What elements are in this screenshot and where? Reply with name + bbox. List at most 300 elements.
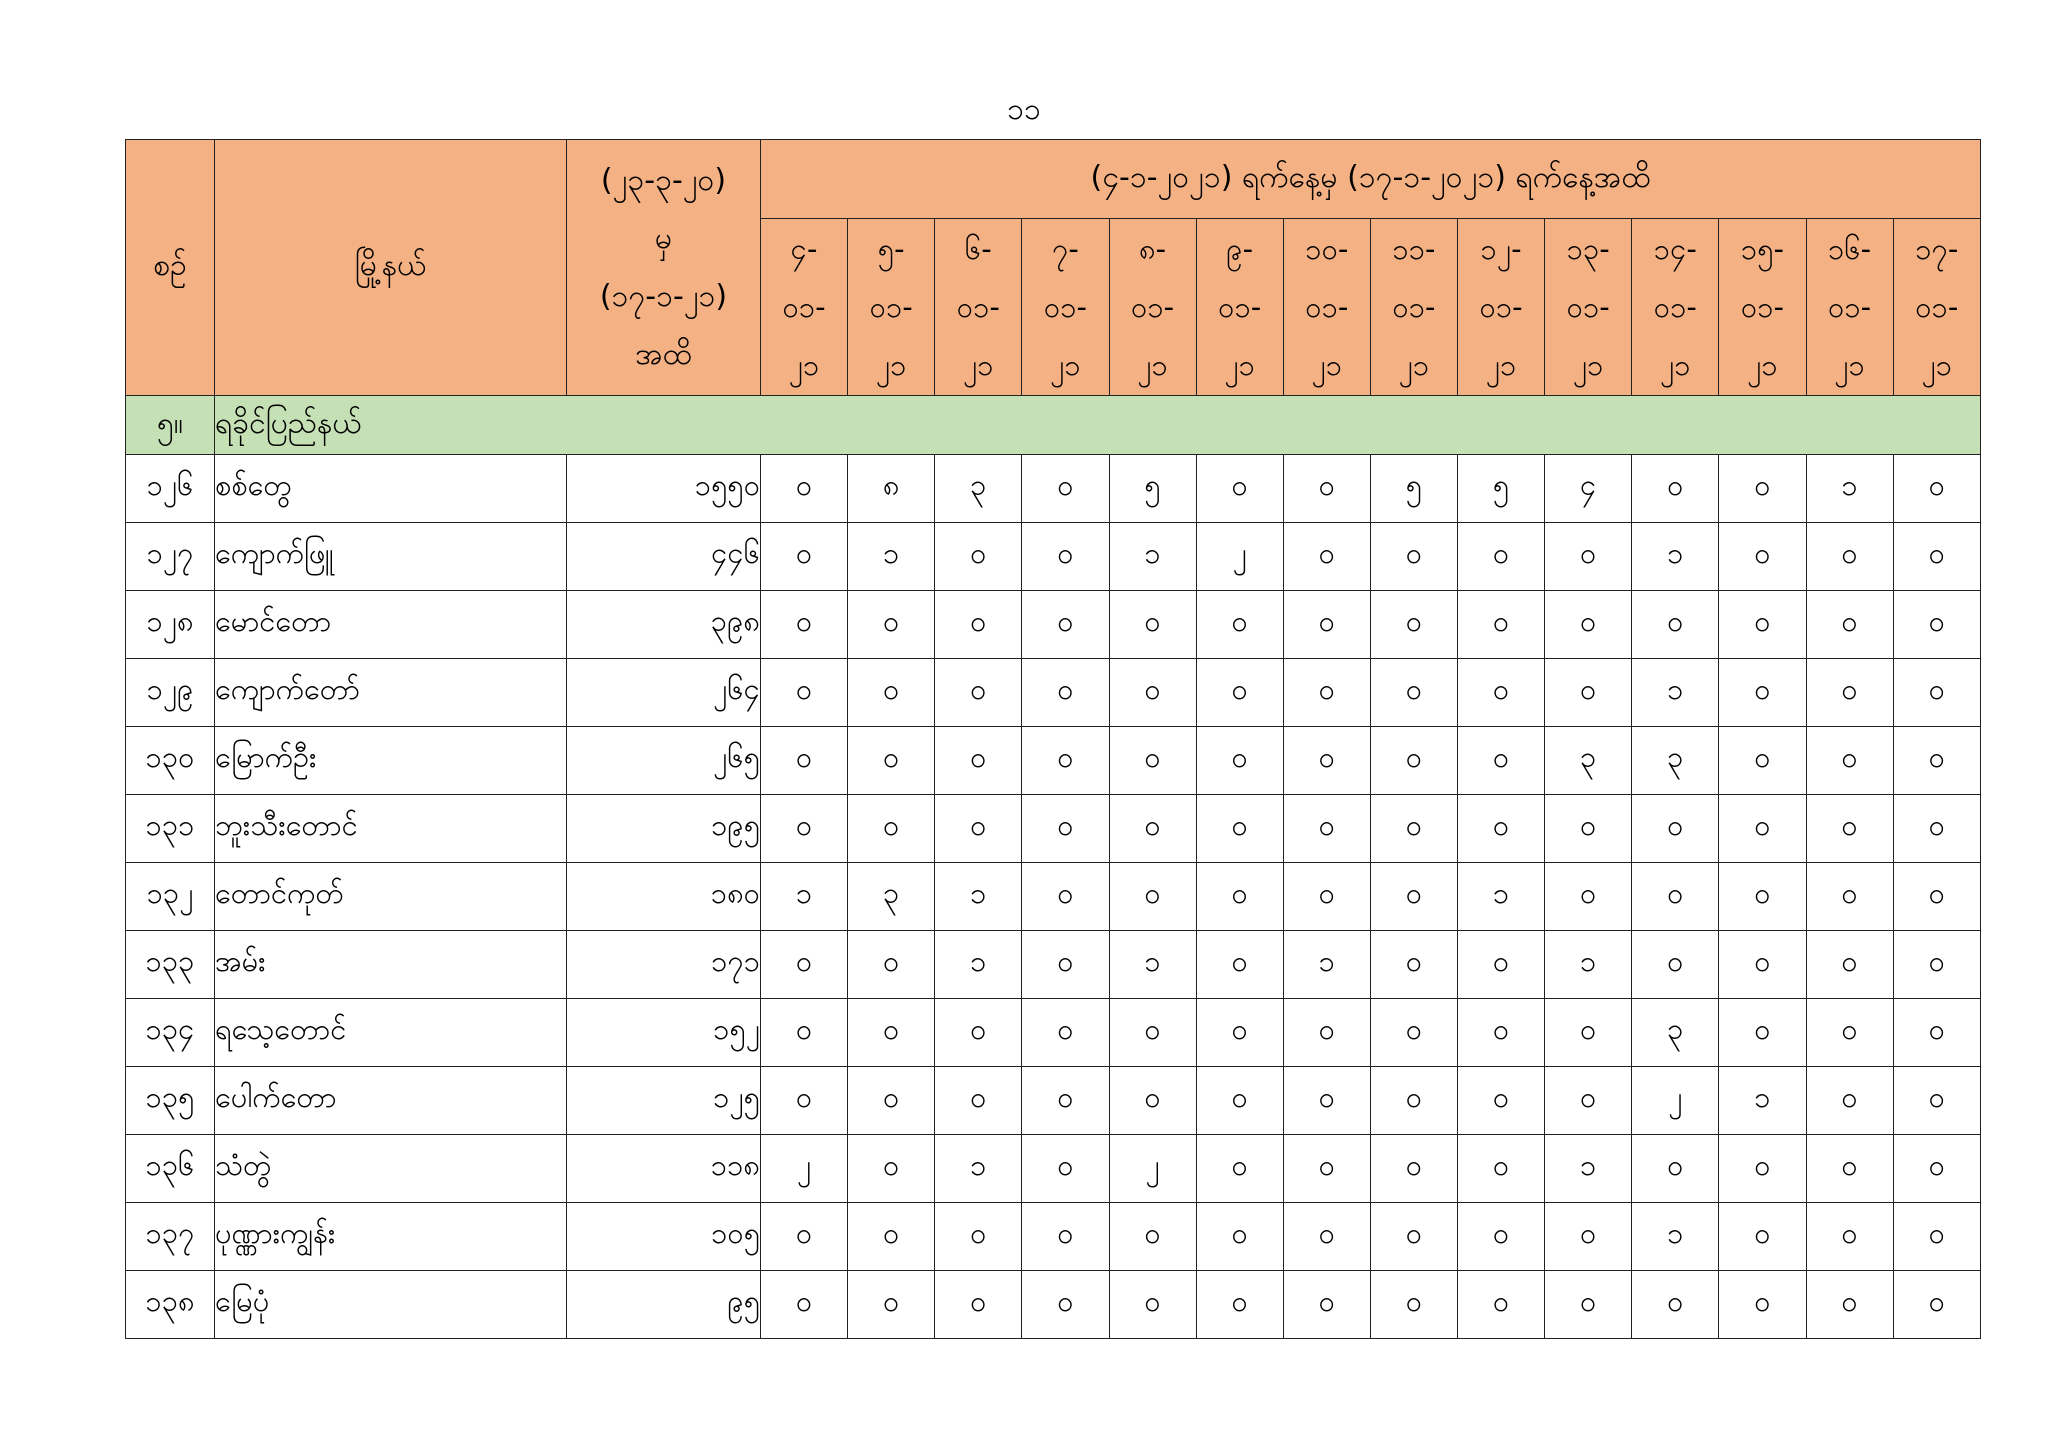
row-total: ၁၂၅ [567, 1067, 761, 1135]
row-day-value: ၀ [1719, 1271, 1806, 1339]
header-serial: စဉ် [126, 140, 215, 396]
row-serial: ၁၃၈ [126, 1271, 215, 1339]
row-total: ၁၈၀ [567, 863, 761, 931]
row-township: တောင်ကုတ် [215, 863, 567, 931]
row-day-value: ၀ [1545, 1067, 1632, 1135]
row-day-value: ၀ [1893, 1067, 1980, 1135]
row-day-value: ၀ [1370, 1203, 1457, 1271]
row-serial: ၁၂၈ [126, 591, 215, 659]
row-day-value: ၂ [1109, 1135, 1196, 1203]
row-day-value: ၀ [1458, 659, 1545, 727]
row-day-value: ၀ [1719, 591, 1806, 659]
row-day-value: ၀ [1370, 523, 1457, 591]
row-total: ၁၅၂ [567, 999, 761, 1067]
row-day-value: ၁ [761, 863, 848, 931]
row-day-value: ၁ [935, 863, 1022, 931]
row-day-value: ၀ [761, 455, 848, 523]
row-day-value: ၀ [1022, 1067, 1109, 1135]
header-range-line: အထိ [635, 336, 692, 372]
row-day-value: ၀ [1806, 795, 1893, 863]
row-day-value: ၀ [1370, 727, 1457, 795]
header-range-line: မှ [654, 220, 673, 256]
row-day-value: ၀ [1370, 795, 1457, 863]
header-day-part: ၀၁- [1653, 290, 1697, 324]
section-name: ရခိုင်ပြည်နယ် [215, 396, 1981, 455]
header-day-part: ၀၁- [782, 290, 826, 324]
row-total: ၁၁၈ [567, 1135, 761, 1203]
row-day-value: ၃ [935, 455, 1022, 523]
row-day-value: ၀ [1022, 455, 1109, 523]
table-row [126, 1203, 1981, 1271]
row-day-value: ၀ [935, 795, 1022, 863]
header-day [1370, 219, 1457, 396]
header-day-part: ၂၁ [1660, 348, 1691, 382]
row-day-value: ၀ [848, 659, 935, 727]
section-row [126, 396, 1981, 455]
row-day-value: ၀ [1806, 863, 1893, 931]
row-day-value: ၀ [1806, 727, 1893, 795]
row-day-value: ၀ [1806, 1135, 1893, 1203]
row-day-value: ၀ [1893, 999, 1980, 1067]
header-day [1458, 219, 1545, 396]
row-day-value: ၀ [1806, 659, 1893, 727]
row-day-value: ၀ [1109, 1271, 1196, 1339]
row-day-value: ၀ [1458, 999, 1545, 1067]
row-day-value: ၀ [935, 523, 1022, 591]
row-day-value: ၀ [935, 1067, 1022, 1135]
header-day-part: ၂၁ [1311, 348, 1343, 382]
row-day-value: ၀ [1370, 1135, 1457, 1203]
row-day-value: ၀ [1893, 863, 1980, 931]
row-day-value: ၀ [1458, 1067, 1545, 1135]
header-day [1196, 219, 1283, 396]
header-day [1022, 219, 1109, 396]
row-day-value: ၀ [1283, 523, 1370, 591]
row-day-value: ၀ [1022, 523, 1109, 591]
row-day-value: ၀ [1458, 523, 1545, 591]
row-day-value: ၁ [1632, 523, 1719, 591]
header-day-part: ၄- [790, 232, 818, 266]
table-row [126, 659, 1981, 727]
row-day-value: ၀ [1719, 863, 1806, 931]
row-day-value: ၀ [935, 727, 1022, 795]
row-day-value: ၀ [1632, 455, 1719, 523]
row-day-value: ၀ [1022, 1271, 1109, 1339]
row-total: ၁၀၅ [567, 1203, 761, 1271]
row-day-value: ၁ [1632, 1203, 1719, 1271]
table-row [126, 795, 1981, 863]
row-day-value: ၀ [761, 931, 848, 999]
row-day-value: ၀ [1109, 727, 1196, 795]
row-day-value: ၀ [761, 1067, 848, 1135]
row-day-value: ၀ [1458, 1135, 1545, 1203]
row-day-value: ၀ [761, 1203, 848, 1271]
row-day-value: ၀ [1545, 1203, 1632, 1271]
row-day-value: ၁ [935, 931, 1022, 999]
header-day-part: ၁၇- [1915, 232, 1959, 266]
section-number: ၅။ [126, 396, 215, 455]
row-day-value: ၁ [848, 523, 935, 591]
row-total: ၂၆၄ [567, 659, 761, 727]
header-cumulative-range [567, 140, 761, 396]
header-day [848, 219, 935, 396]
header-day [1545, 219, 1632, 396]
row-day-value: ၀ [1719, 727, 1806, 795]
header-day [1719, 219, 1806, 396]
header-day-part: ၀၁- [1218, 290, 1262, 324]
row-day-value: ၁ [1545, 1135, 1632, 1203]
row-day-value: ၀ [761, 659, 848, 727]
header-period: (၄-၁-၂၀၂၁) ရက်နေ့မှ (၁၇-၁-၂၀၂၁) ရက်နေ့အထိ [761, 140, 1981, 219]
header-day-part: ၉- [1226, 232, 1254, 266]
row-day-value: ၀ [1545, 591, 1632, 659]
header-range-line: (၂၃-၃-၂၀) [600, 162, 727, 198]
table-row [126, 931, 1981, 999]
header-day-part: ၂၁ [1921, 348, 1953, 382]
row-day-value: ၀ [1109, 659, 1196, 727]
row-day-value: ၀ [761, 591, 848, 659]
row-day-value: ၀ [1893, 523, 1980, 591]
table-row [126, 1135, 1981, 1203]
row-day-value: ၀ [848, 931, 935, 999]
row-day-value: ၀ [1806, 1203, 1893, 1271]
row-day-value: ၀ [1370, 931, 1457, 999]
row-day-value: ၃ [1545, 727, 1632, 795]
header-day-part: ၂၁ [788, 348, 820, 382]
row-day-value: ၃ [848, 863, 935, 931]
row-day-value: ၀ [761, 523, 848, 591]
header-day-part: ၂၁ [1747, 348, 1778, 382]
row-day-value: ၀ [1283, 999, 1370, 1067]
row-day-value: ၀ [1893, 931, 1980, 999]
row-day-value: ၀ [1022, 1135, 1109, 1203]
header-day [1632, 219, 1719, 396]
header-day-part: ၀၁- [1392, 290, 1436, 324]
row-day-value: ၁ [1283, 931, 1370, 999]
row-day-value: ၅ [1370, 455, 1457, 523]
row-day-value: ၀ [1196, 659, 1283, 727]
row-day-value: ၀ [1370, 1067, 1457, 1135]
row-day-value: ၀ [935, 1203, 1022, 1271]
row-day-value: ၀ [1893, 795, 1980, 863]
row-day-value: ၀ [1806, 1271, 1893, 1339]
row-serial: ၁၃၀ [126, 727, 215, 795]
row-day-value: ၀ [1022, 591, 1109, 659]
header-day-part: ၁၄- [1653, 232, 1697, 266]
header-day-part: ၀၁- [1740, 290, 1784, 324]
row-day-value: ၁ [1109, 931, 1196, 999]
header-day-part: ၂၁ [1224, 348, 1255, 382]
row-total: ၃၉၈ [567, 591, 761, 659]
row-total: ၁၅၅၀ [567, 455, 761, 523]
header-day-part: ၁၁- [1392, 232, 1436, 266]
row-day-value: ၀ [1806, 999, 1893, 1067]
row-township: ကျောက်တော် [215, 659, 567, 727]
header-day-part: ၀၁- [869, 290, 913, 324]
table-header [126, 140, 1981, 396]
row-day-value: ၀ [1022, 727, 1109, 795]
row-day-value: ၀ [1806, 931, 1893, 999]
row-serial: ၁၃၃ [126, 931, 215, 999]
row-day-value: ၀ [1893, 659, 1980, 727]
row-day-value: ၀ [848, 1271, 935, 1339]
header-township: မြို့နယ် [215, 140, 567, 396]
row-day-value: ၀ [1283, 1271, 1370, 1339]
row-day-value: ၀ [1545, 999, 1632, 1067]
header-day [1109, 219, 1196, 396]
row-day-value: ၀ [1022, 931, 1109, 999]
table-row [126, 727, 1981, 795]
row-day-value: ၀ [1283, 1067, 1370, 1135]
row-day-value: ၂ [1196, 523, 1283, 591]
header-day-part: ၂၁ [1398, 348, 1430, 382]
table-row [126, 591, 1981, 659]
row-day-value: ၀ [1458, 1203, 1545, 1271]
row-township: မြေပုံ [215, 1271, 567, 1339]
row-township: စစ်တွေ [215, 455, 567, 523]
row-day-value: ၀ [1196, 591, 1283, 659]
row-day-value: ၀ [1022, 863, 1109, 931]
row-day-value: ၀ [1719, 1135, 1806, 1203]
row-day-value: ၀ [1806, 523, 1893, 591]
row-day-value: ၂ [1632, 1067, 1719, 1135]
row-day-value: ၀ [1283, 795, 1370, 863]
header-day-part: ၀၁- [1566, 290, 1610, 324]
row-day-value: ၀ [1196, 1067, 1283, 1135]
row-township: ကျောက်ဖြူ [215, 523, 567, 591]
row-day-value: ၀ [935, 999, 1022, 1067]
header-day-part: ၂၁ [1137, 348, 1168, 382]
row-day-value: ၀ [1196, 455, 1283, 523]
header-day-part: ၁၅- [1740, 232, 1784, 266]
header-day-part: ၈- [1139, 232, 1167, 266]
row-day-value: ၀ [1022, 795, 1109, 863]
row-township: အမ်း [215, 931, 567, 999]
header-day-part: ၀၁- [1479, 290, 1523, 324]
row-day-value: ၃ [1632, 727, 1719, 795]
header-day-part: ၅- [877, 232, 905, 266]
row-day-value: ၀ [848, 1203, 935, 1271]
header-day-part: ၀၁- [1915, 290, 1959, 324]
row-day-value: ၀ [848, 591, 935, 659]
row-day-value: ၁ [1632, 659, 1719, 727]
header-day-part: ၁၆- [1828, 232, 1872, 266]
row-day-value: ၀ [1893, 1203, 1980, 1271]
row-day-value: ၀ [1545, 863, 1632, 931]
page-number: ၁၁ [1007, 92, 1041, 127]
header-day [1806, 219, 1893, 396]
row-day-value: ၀ [1109, 863, 1196, 931]
cases-table [125, 139, 1981, 1339]
row-day-value: ၀ [1196, 999, 1283, 1067]
row-day-value: ၀ [1545, 1271, 1632, 1339]
header-day [935, 219, 1022, 396]
row-serial: ၁၃၂ [126, 863, 215, 931]
header-day-part: ၂၁ [1485, 348, 1517, 382]
row-day-value: ၀ [848, 1135, 935, 1203]
row-total: ၂၆၅ [567, 727, 761, 795]
row-day-value: ၀ [1458, 727, 1545, 795]
row-day-value: ၀ [1719, 455, 1806, 523]
row-day-value: ၀ [848, 999, 935, 1067]
header-day-part: ၂၁ [963, 348, 994, 382]
row-day-value: ၁ [1806, 455, 1893, 523]
row-township: ပုဏ္ဏားကျွန်း [215, 1203, 567, 1271]
row-day-value: ၀ [935, 659, 1022, 727]
row-day-value: ၁ [1545, 931, 1632, 999]
row-day-value: ၀ [1283, 1203, 1370, 1271]
row-serial: ၁၃၆ [126, 1135, 215, 1203]
header-row-top [126, 140, 1981, 219]
header-day-part: ၀၁- [1043, 290, 1087, 324]
row-serial: ၁၃၁ [126, 795, 215, 863]
row-day-value: ၀ [1196, 727, 1283, 795]
header-day-part: ၆- [964, 232, 992, 266]
row-total: ၁၇၁ [567, 931, 761, 999]
header-day [1893, 219, 1980, 396]
table-row [126, 523, 1981, 591]
row-day-value: ၃ [1632, 999, 1719, 1067]
row-day-value: ၀ [1283, 455, 1370, 523]
row-day-value: ၀ [1719, 1203, 1806, 1271]
table-row [126, 999, 1981, 1067]
row-day-value: ၀ [1283, 591, 1370, 659]
row-day-value: ၀ [1893, 1135, 1980, 1203]
row-day-value: ၁ [935, 1135, 1022, 1203]
header-day-part: ၂၁ [1572, 348, 1604, 382]
row-day-value: ၀ [1545, 659, 1632, 727]
header-day-part: ၂၁ [875, 348, 907, 382]
row-day-value: ၄ [1545, 455, 1632, 523]
header-day-part: ၀၁- [1828, 290, 1872, 324]
row-day-value: ၀ [1893, 591, 1980, 659]
header-range-line: (၁၇-၁-၂၁) [599, 278, 728, 314]
row-serial: ၁၂၆ [126, 455, 215, 523]
row-day-value: ၀ [1370, 659, 1457, 727]
header-day [1283, 219, 1370, 396]
row-township: ဘူးသီးတောင် [215, 795, 567, 863]
row-serial: ၁၂၉ [126, 659, 215, 727]
row-day-value: ၀ [1719, 795, 1806, 863]
row-day-value: ၀ [1719, 931, 1806, 999]
table-row [126, 455, 1981, 523]
row-day-value: ၀ [1632, 863, 1719, 931]
header-day-part: ၀၁- [956, 290, 1000, 324]
row-total: ၉၅ [567, 1271, 761, 1339]
row-serial: ၁၃၇ [126, 1203, 215, 1271]
row-day-value: ၀ [1283, 659, 1370, 727]
row-day-value: ၀ [1022, 999, 1109, 1067]
row-day-value: ၀ [1719, 523, 1806, 591]
table-body [126, 396, 1981, 1339]
row-day-value: ၀ [761, 795, 848, 863]
table-row [126, 1067, 1981, 1135]
row-day-value: ၀ [1370, 999, 1457, 1067]
row-day-value: ၅ [1109, 455, 1196, 523]
row-day-value: ၀ [1458, 795, 1545, 863]
row-total: ၄၄၆ [567, 523, 761, 591]
row-day-value: ၅ [1458, 455, 1545, 523]
row-day-value: ၀ [1893, 1271, 1980, 1339]
row-day-value: ၀ [1370, 863, 1457, 931]
row-day-value: ၀ [761, 727, 848, 795]
row-day-value: ၀ [1196, 1135, 1283, 1203]
header-day-part: ၀၁- [1305, 290, 1349, 324]
row-day-value: ၀ [935, 591, 1022, 659]
row-day-value: ၀ [1283, 727, 1370, 795]
row-township: သံတွဲ [215, 1135, 567, 1203]
row-day-value: ၁ [1458, 863, 1545, 931]
header-day-part: ၂၁ [1834, 348, 1865, 382]
header-day-part: ၇- [1052, 232, 1079, 266]
row-day-value: ၀ [1370, 1271, 1457, 1339]
row-serial: ၁၃၄ [126, 999, 215, 1067]
row-day-value: ၀ [1109, 1203, 1196, 1271]
table-row [126, 1271, 1981, 1339]
row-day-value: ၀ [1196, 863, 1283, 931]
row-day-value: ၀ [1632, 1271, 1719, 1339]
row-day-value: ၈ [848, 455, 935, 523]
row-day-value: ၁ [1719, 1067, 1806, 1135]
row-day-value: ၀ [1458, 591, 1545, 659]
row-day-value: ၀ [848, 795, 935, 863]
row-day-value: ၀ [1719, 999, 1806, 1067]
row-day-value: ၂ [761, 1135, 848, 1203]
row-day-value: ၀ [848, 727, 935, 795]
row-day-value: ၀ [1283, 1135, 1370, 1203]
header-day [761, 219, 848, 396]
row-day-value: ၀ [1545, 523, 1632, 591]
row-day-value: ၀ [1806, 1067, 1893, 1135]
row-total: ၁၉၅ [567, 795, 761, 863]
row-day-value: ၀ [1109, 795, 1196, 863]
row-day-value: ၀ [1719, 659, 1806, 727]
row-serial: ၁၂၇ [126, 523, 215, 591]
row-day-value: ၁ [1109, 523, 1196, 591]
row-day-value: ၀ [761, 999, 848, 1067]
header-day-part: ၁၃- [1566, 232, 1610, 266]
row-day-value: ၀ [1545, 795, 1632, 863]
row-day-value: ၀ [1806, 591, 1893, 659]
row-day-value: ၀ [1632, 931, 1719, 999]
header-day-part: ၁၂- [1480, 232, 1522, 266]
header-day-part: ၀၁- [1131, 290, 1175, 324]
row-day-value: ၀ [1632, 591, 1719, 659]
row-township: မြောက်ဦး [215, 727, 567, 795]
row-day-value: ၀ [1458, 931, 1545, 999]
row-day-value: ၀ [1196, 1203, 1283, 1271]
row-day-value: ၀ [1283, 863, 1370, 931]
row-day-value: ၀ [1632, 1135, 1719, 1203]
row-day-value: ၀ [1196, 1271, 1283, 1339]
row-day-value: ၀ [1370, 591, 1457, 659]
row-day-value: ၀ [1109, 1067, 1196, 1135]
row-township: ရသေ့တောင် [215, 999, 567, 1067]
row-day-value: ၀ [1893, 727, 1980, 795]
row-day-value: ၀ [1458, 1271, 1545, 1339]
row-day-value: ၀ [761, 1271, 848, 1339]
row-day-value: ၀ [935, 1271, 1022, 1339]
row-day-value: ၀ [1022, 1203, 1109, 1271]
row-day-value: ၀ [1893, 455, 1980, 523]
header-day-part: ၂၁ [1050, 348, 1081, 382]
row-township: ပေါက်တော [215, 1067, 567, 1135]
row-day-value: ၀ [1632, 795, 1719, 863]
row-day-value: ၀ [1109, 591, 1196, 659]
header-day-part: ၁၀- [1305, 232, 1349, 266]
row-township: မောင်တော [215, 591, 567, 659]
table-row [126, 863, 1981, 931]
